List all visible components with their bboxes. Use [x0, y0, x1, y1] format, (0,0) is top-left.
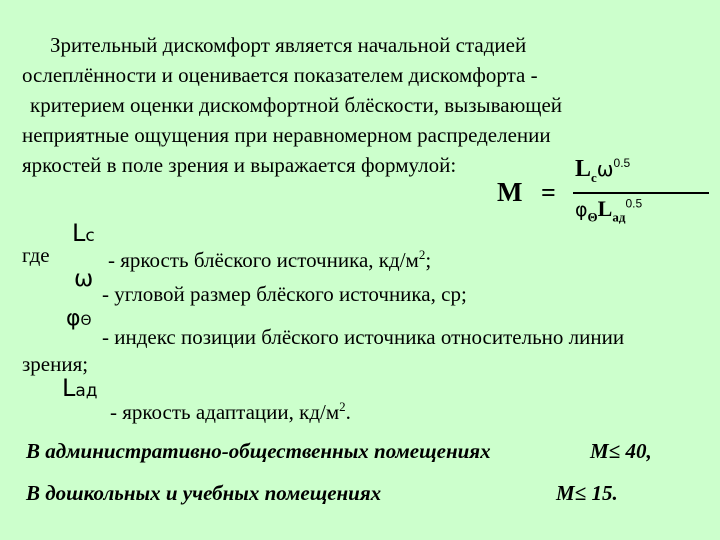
- norm-row-1-label: В административно-общественных помещениях: [26, 439, 491, 463]
- paragraph-line-3: критерием оценки дискомфортной блёскости, вызывающей: [30, 93, 563, 117]
- paragraph-line-2: ослеплённости и оценивается показателем дискомфорта -: [22, 63, 538, 87]
- formula-denominator: $\varphi_\Theta L_{ад}^{0.5}$: [575, 196, 643, 225]
- definition-4: - яркость адаптации, $кд/м^2$.: [110, 399, 351, 424]
- discomfort-formula: [497, 156, 719, 225]
- definition-1: - яркость блёского источника, $кд/м^2$;: [108, 247, 432, 272]
- adaptation-luminance-symbol: Lад: [62, 374, 98, 402]
- norm-row-1-value: М≤ 40,: [590, 439, 652, 463]
- norm-row-2-value: М≤ 15.: [556, 481, 618, 505]
- formula-fraction-bar: [573, 192, 709, 194]
- position-index-symbol: φΘ: [66, 306, 92, 331]
- paragraph-line-4: неприятные ощущения при неравномерном распределении: [22, 123, 551, 147]
- where-label: где: [22, 243, 50, 267]
- formula-lhs: M: [497, 177, 525, 207]
- definition-3-continued: зрения;: [22, 352, 89, 376]
- paragraph-line-5: яркостей в поле зрения и выражается формулой:: [22, 153, 457, 177]
- formula-numerator: $L_c\omega^{0.5}$: [575, 156, 631, 185]
- formula-equals: =: [541, 178, 556, 207]
- luminance-source-symbol: Lс: [72, 219, 95, 247]
- norm-row-2-label: В дошкольных и учебных помещениях: [26, 481, 382, 505]
- definition-2: - угловой размер блёского источника, ср;: [102, 282, 467, 306]
- omega-symbol: ω: [74, 266, 94, 292]
- definition-3: - индекс позиции блёского источника относительно линии: [102, 325, 625, 349]
- paragraph-line-1: Зрительный дискомфорт является начальной стадией: [50, 33, 527, 57]
